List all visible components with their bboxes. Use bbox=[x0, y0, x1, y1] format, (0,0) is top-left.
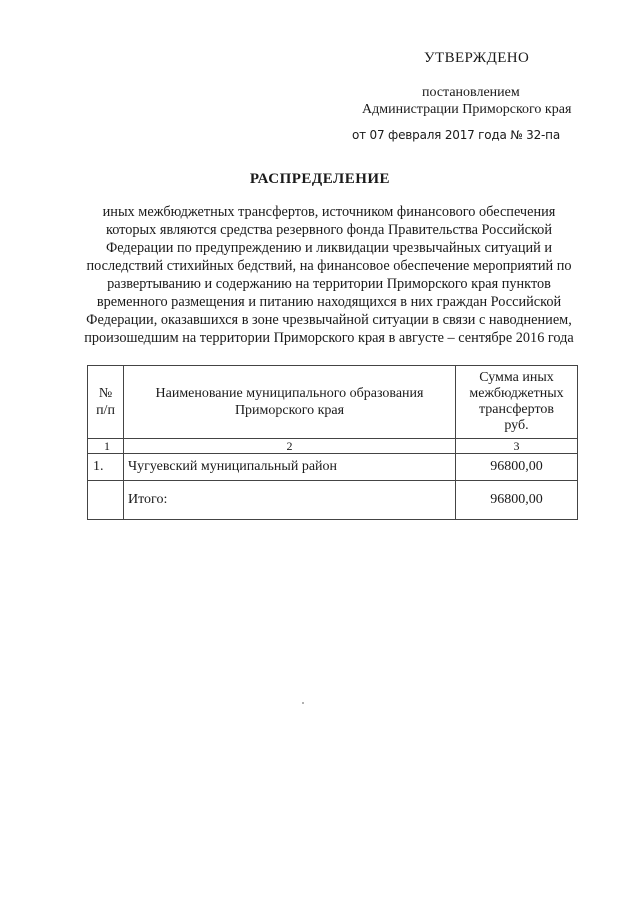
document-title: РАСПРЕДЕЛЕНИЕ bbox=[249, 171, 391, 187]
header-municipality-line-1: Наименование муниципального образования bbox=[155, 386, 424, 401]
decree-line-1: постановлением bbox=[422, 85, 520, 100]
row-municipality: Чугуевский муниципальный район bbox=[124, 454, 456, 481]
header-number bbox=[88, 366, 124, 439]
header-sum bbox=[456, 366, 578, 439]
header-number-line-1: № bbox=[98, 386, 113, 401]
header-municipality bbox=[124, 366, 456, 439]
scan-speck bbox=[302, 702, 304, 704]
header-sum-line-2: межбюджетных bbox=[469, 386, 564, 401]
total-label: Итого: bbox=[124, 481, 456, 520]
header-sum-line-3: трансфертов bbox=[478, 402, 555, 417]
table-row bbox=[88, 454, 578, 481]
approved-label: УТВЕРЖДЕНО bbox=[424, 50, 530, 66]
header-sum-line-1: Сумма иных bbox=[479, 370, 554, 385]
total-sum: 96800,00 bbox=[456, 481, 578, 520]
row-number: 1. bbox=[88, 454, 124, 481]
total-empty-cell bbox=[88, 481, 124, 520]
header-sum-line-4: руб. bbox=[504, 418, 529, 433]
document-subtitle: иных межбюджетных трансфертов, источником финансового обеспечения которых являются средства резервного фонда Правительства Российской Федерации по предупреждению и ликвидации чрезвычайных ситуаций и последствий стихийных бедствий, на финансовое обеспечение мероприятий по развертыванию и содержанию на территории Приморского края пунктов временного размещения и питанию находящихся в них граждан Российской Федерации, оказавшихся в зоне чрезвычайной ситуации в связи с наводнением, произошедшим на территории Приморского края в августе – сентябре 2016 года bbox=[84, 204, 574, 346]
column-index-1: 1 bbox=[88, 439, 124, 454]
table-header-row bbox=[88, 366, 578, 439]
decree-line-2: Администрации Приморского края bbox=[362, 102, 572, 117]
column-index-3: 3 bbox=[456, 439, 578, 454]
decree-date-number: от 07 февраля 2017 года № 32-па bbox=[352, 128, 560, 142]
column-index-2: 2 bbox=[124, 439, 456, 454]
header-number-line-2: п/п bbox=[96, 403, 115, 418]
decree-block bbox=[362, 84, 592, 118]
header-municipality-line-2: Приморского края bbox=[234, 403, 345, 418]
column-index-row bbox=[88, 439, 578, 454]
distribution-table bbox=[87, 365, 578, 520]
total-row bbox=[88, 481, 578, 520]
row-sum: 96800,00 bbox=[456, 454, 578, 481]
